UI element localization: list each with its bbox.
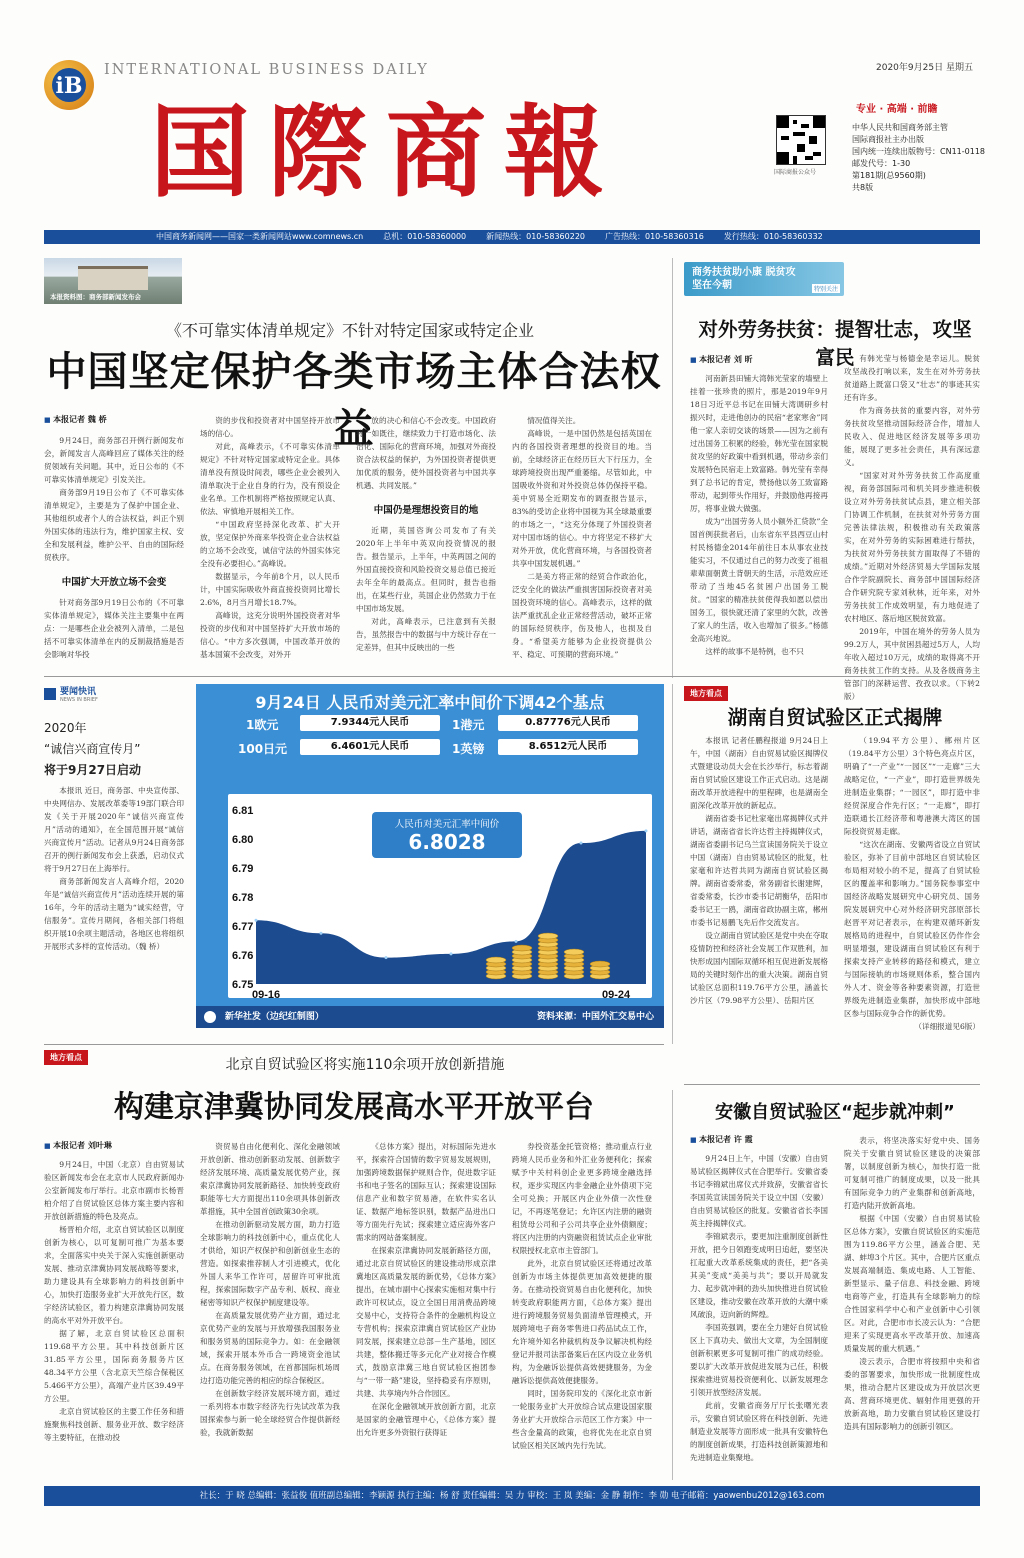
- anhui-col-2: 表示，将坚决落实好党中央、国务院关于安徽自贸试验区建设的决策部署，以制度创新为核心，加快打造一批可复制可推广的制度成果，以及一批具有国际竞争力的产业集群和创新高地，打造内陆开放新高地。 根据《中国（安徽）自由贸易试验区总体方案》，安徽自贸试验区的实施范围为119.86平方公里，涵盖合肥、芜湖、蚌埠3个片区。其中，合肥片区重点发展高端制造、集成电路、人工智能、新型显示、量子信息、科技金融、跨境电商等产业，打造具有全球影响力的综合性国家科学中心和产业创新中心引领区。对此，合肥市市长凌云认为：“合肥迎来了实现更高水平改革开放、加速高质量发展的重大机遇。” 凌云表示，合肥市将按照中央和省委的部署要求，加快形成一批制度性成果，推动合肥片区建设成为开放层次更高、营商环境更优、辐射作用更强的开放新高地，助力安徽自贸试验区建设打造具有国际影响力的创新引领区。: [844, 1136, 980, 1431]
- lead-photo: [44, 258, 182, 304]
- hunan-col-1: 本报讯 记者任鹏程报道 9月24日上午，中国（湖南）自由贸易试验区揭牌仪式暨建设动员大会在长沙举行，标志着湖南自贸试验区建设工作正式启动。这是湖南改革开放进程中的里程碑，也是湖南全面深化改革开放的新起点。 湖南省委书记杜家毫出席揭牌仪式并讲话，湖南省省长许达哲主持揭牌仪式，湖南省委副书记乌兰宣读国务院关于设立中国（湖南）自由贸易试验区的批复，杜家毫和许达哲共同为湖南自贸试验区揭牌。湖南省委常委，常务副省长谢建辉，省委常委，长沙市委书记胡衡华，岳阳市委书记王一鸥，湖南省政协副主席，郴州市委书记易鹏飞先后作交流发言。 设立湖南自贸试验区是党中央在夺取疫情防控和经济社会发展工作双胜利，加快形成国内国际双循环相互促进新发展格局的关键时刻作出的重大决策。湖南自贸试验区总面积119.76平方公里，涵盖长沙片区（79.98平方公里）、岳阳片区: [690, 736, 828, 1005]
- lead-col-3: 放的决心和信心不会改变。中国政府将一如既往，继续致力于打造市场化、法治化、国际化的营商环境，加强对外商投资合法权益的保护，为外国投资者提供更加优质的服务，使外国投资者与中国共享机遇、共同发展。” 中国仍是理想投资目的地 近期，英国咨询公司发布了有关2020年上半年中英双向投资情况的报告。报告显示，上半年，中英两国之间的外国直接投资和风险投资交易总值已接近去年全年的最高点。但同时，报告也指出，在某些行业，英国企业仍然致力于在中国市场发展。 对此，高峰表示，已注意到有关报告，虽然报告中的数据与中方统计存在一定差异，但其中反映出的一些: [356, 416, 496, 652]
- coin-icon: [590, 961, 610, 967]
- quick-news: 要闻快讯 NEWS IN BRIEF 2020年 “诚信兴商宣传月” 将于9月27日启动 本报讯 近日，商务部、中央宣传部、中央网信办、发展改革委等19部门联合印发《关于开展2020年“诚信兴商宣传月”活动的通知》，在全国范围开展“诚信兴商宣传月”活动。记者从9月24日商务部召开的例行新闻发布会上获悉，启动仪式将于9月27日在上海举行。 商务部新闻发言人高峰介绍，2020年是“诚信兴商宣传月”活动连续开展的第16年，今年的活动主题为“诚实经营，守信服务”。宣传月期间，各相关部门将组织开展10余项主题活动，各地区也将组织开展形式多样的宣传活动。（魏 桥）: [44, 687, 184, 951]
- rate-point: [385, 956, 388, 959]
- lead-kicker: 《不可靠实体清单规定》不针对特定国家或特定企业: [165, 321, 534, 340]
- footer-bar: [44, 1486, 980, 1506]
- poverty-headline: 对外劳务扶贫：提智壮志，攻坚富民: [698, 318, 972, 369]
- beijing-headline: 构建京津冀协同发展高水平开放平台: [114, 1090, 594, 1125]
- rate-point: [320, 932, 323, 935]
- masthead: [0, 0, 1024, 241]
- beijing-col-1: 9月24日，中国（北京）自由贸易试验区新闻发布会在北京市人民政府新闻办公室新闻发布厅举行。北京市副市长杨晋柏介绍了自贸试验区总体方案主要内容和开放创新措施的特色及亮点。 杨晋柏介绍，北京自贸试验区以制度创新为核心，以可复制可推广为基本要求，全面落实中央关于深入实施创新驱动发展、推动京津冀协同发展战略等要求，助力建设具有全球影响力的科技创新中心，加快打造服务业扩大开放先行区，数字经济试验区，着力构建京津冀协同发展的高水平对外开放平台。 据了解，北京自贸试验区总面积119.68平方公里。其中科技创新片区31.85平方公里，国际商务服务片区48.34平方公里（含北京天竺综合保税区5.466平方公里），高端产业片区39.49平方公里。 北京自贸试验区的主要工作任务和措施聚焦科技创新、服务业开放、数字经济等主要特征，在推动投: [44, 1160, 184, 1442]
- lead-subhead-2: 中国仍是理想投资目的地: [373, 505, 479, 516]
- chart-footer: 新华社发（边纪红制图） 资料来源：中国外汇交易中心: [196, 1006, 664, 1028]
- rate-point: [255, 919, 258, 922]
- coin-icon: [538, 933, 558, 939]
- callout: 人民币对美元汇率中间价 6.8028: [372, 812, 522, 858]
- y-tick-label: 6.81: [232, 805, 254, 817]
- rate-point: [645, 829, 648, 832]
- svg-text:iB: iB: [55, 73, 83, 99]
- poverty-col-1: 河南新县田铺大湾韩光莹家的墙壁上挂着一张珍贵的照片，那是2019年9月18日习近平总书记在田铺大湾调研乡村振兴时，走进他创办的民宿“老家寒舍”同他一家人亲切交谈的场景——因为之前有过出国务工积累的经验，韩光莹在国家脱贫攻坚的好政策中看到机遇，带动乡亲们发展特色民宿走上致富路。韩光莹有幸得到了总书记的肯定，赞扬他以务工致富路带动，起到带头作用好，并鼓励他再接再厉，将事业做大做强。 成为“出国劳务人员小额外汇贷款”全国首例获批者后，山东省东平县西豆山村村民杨德金2014年前往日本从事农业技能实习，不仅通过自己的努力改变了祖祖辈辈面朝黄土背朝天的生活，示范效应还带动了当地45名贫困户出国务工脱贫。“国家的精准扶贫使得我如愿以偿出国务工，很快就还清了家里的欠款，改善了家人的生活，收入也增加了很多。”杨德金高兴地说。 这样的故事不是特例，也不只: [690, 374, 828, 656]
- anhui-byline: ■ 本报记者 许 霞: [690, 1134, 753, 1145]
- poverty-col-2: 有韩光莹与杨德金是幸运儿。脱贫攻坚战役打响以来，发生在对外劳务扶贫道路上既富口袋又“壮志”的事迹其实还有许多。 作为商务扶贫的重要内容，对外劳务扶贫攻坚推动国际经济合作，增加人民收入、促进地区经济发展等多项功能，展现了更多社会责任，具有深远意义。 “国家对对外劳务扶贫工作高度重视，商务部国际司和机关同步推进积极设立对外劳务扶贫试点县，建立相关部门协调工作机制，在扶贫对外劳务方面完善法律法规，积极推动有关政策落实，在对外劳务的实际困难进行帮扶，为扶贫对外劳务扶贫方面取得了不错的成绩。”近期对外经济贸易大学国际发展合作学院副院长、商务部中国国际经济合作研究院专家刘秋林，近年来，对外劳务扶贫工作成效明显，有力地促进了农村地区、落后地区脱贫致富。 2019年，中国在境外的劳务人员为99.2万人，其中贫困县超过5万人，人均年收入超过10万元，成绩的取得离不开商务扶贫工作的支持。从及各级商务主管部门的深耕运营、孜孜以求。（下转2版）: [844, 354, 980, 701]
- lead-col-1: 9月24日，商务部召开例行新闻发布会，新闻发言人高峰回应了媒体关注的经贸领域有关问题。其中，近日公布的《不可靠实体清单规定》引发关注。 商务部9月19日公布了《不可靠实体清单规定》，主要是为了保护中国企业、其他组织或者个人的合法权益，纠正个别外国实体的违法行为，维护国家主权、安全和发展利益，维护公平、自由的国际经贸秩序。 中国扩大开放立场不会变 针对商务部9月19日公布的《不可靠实体清单规定》，媒体关注主要集中在两点：一是哪些企业会被列入清单，二是包括不可靠实体清单在内的反制裁措施是否会影响对华投: [44, 436, 184, 659]
- quick-headline: 将于9月27日启动: [44, 763, 142, 777]
- masthead-title: 国際商報: [150, 93, 622, 211]
- beijing-tag: 地方看点: [44, 1050, 88, 1065]
- lead-subhead-1: 中国扩大开放立场不会变: [61, 577, 167, 588]
- lead-headline: 中国坚定保护各类市场主体合法权益: [46, 349, 662, 452]
- rate-point: [515, 940, 518, 943]
- anhui-headline: 安徽自贸试验区“起步就冲刺”: [715, 1102, 955, 1123]
- rate-point: [450, 952, 453, 955]
- slogan: 专业 · 高端 · 前瞻: [856, 104, 938, 115]
- coin-icon: [564, 949, 584, 955]
- series-tag: 特别关注: [813, 286, 838, 293]
- qr-caption: 国际商报公众号: [774, 169, 817, 176]
- hunan-tag: 地方看点: [684, 686, 728, 701]
- beijing-col-2: 资贸易自由化便利化、深化金融领域开放创新、推动创新驱动发展、创新数字经济发展环境、高质量发展优势产业，探索京津冀协同发展新路径、加快转变政府职能等七大方面提出110余项具体创新改革措施，其中全国首创政策30余项。 在推动创新驱动发展方面，助力打造全球影响力的科技创新中心，重点优化人才供给，知识产权保护和创新创业生态的营造。如探索推荐制人才引进模式，优化外国人来华工作许可，居留许可审批流程，探索国际数字产品专利、版权、商业秘密等知识产权保护制度建设等。 在高质量发展优势产业方面，通过北京优势产业的发展与开放增强我国服务业和服务贸易的国际竞争力。如：在金融领域，探索开展本外币合一跨境资金池试点。在商务服务领域，在首都国际机场周边打造功能完善的相应的综合保税区。 在创新数字经济发展环境方面，通过一系列将本市数字经济先行先试改革为我国探索参与新一轮全球经贸合作提供新经验，我就新数据: [200, 1142, 340, 1437]
- xinhua-icon: [204, 1011, 216, 1023]
- coin-icon: [486, 957, 506, 963]
- staff-line: 社长：于 晓 总编辑：张益俊 值班副总编辑：李颖源 执行主编：杨 舒 责任编辑：吴 力 审校：王 岚 美编：金 静 制作：李 勋 电子邮箱：yaowenbu2012@163.com: [199, 1491, 825, 1501]
- photo-caption: 本报资料图：商务部新闻发布会: [50, 293, 141, 301]
- x-tick-label: 09-16: [252, 989, 281, 1001]
- site-link[interactable]: 中国商务新闻网——国家一类新闻网站www.comnews.cn: [156, 232, 364, 241]
- poverty-byline: ■ 本报记者 刘 昕: [690, 354, 753, 365]
- news-icon: [44, 688, 56, 700]
- y-tick-label: 6.78: [232, 892, 254, 904]
- y-tick-label: 6.77: [232, 921, 254, 933]
- y-tick-label: 6.75: [232, 979, 254, 991]
- lead-col-2: 资的步伐和投资者对中国坚持开放市场的信心。 对此，高峰表示，《不可靠实体清单规定》不针对特定国家或特定企业。具体清单没有预设时间表，哪些企业会被列入清单取决于企业自身的行为，没有预设企业名单。工作机制将严格按照规定认真、依法、审慎地开展相关工作。 “中国政府坚持深化改革、扩大开放，坚定保护外商来华投资企业合法权益的立场不会改变，诚信守法的外国实体完全没有必要担心。”高峰说。 数据显示，今年前8个月，以人民币计，中国实际吸收外商直接投资同比增长2.6%，8月当月增长18.7%。 高峰说，这充分说明外国投资者对华投资的步伐和对中国坚持扩大开放市场的信心。“中方多次强调，中国改革开放的基本国策不会改变，对外开: [200, 416, 340, 659]
- rmb-chart: [196, 684, 664, 1028]
- info-bar: 中国商务新闻网——国家一类新闻网站www.comnews.cn 总机：010-58360000 新闻热线：010-58360220 广告热线：010-58360316 发行热线：010-58360332: [44, 230, 980, 244]
- hunan-col-2: （19.94平方公里）、郴州片区（19.84平方公里）3个特色亮点片区，明确了“一产业”“一园区”“一走廊”三大战略定位，“一产业”，即打造世界级先进制造业集群；“一园区”，即打造中非经贸深度合作先行区；“一走廊”，即打造联通长江经济带和粤港澳大湾区的国际投资贸易走廊。 “这次在湖南、安徽两省设立自贸试验区，弥补了目前中部地区自贸试验区布局相对较小的不足，提高了自贸试验区的覆盖率和影响力。”国务院参事室中国经济战略发展研究中心研究员、国务院发展研究中心对外经济研究部原部长赵晋平对记者表示，在构建双循环新发展格局的进程中，自贸试验区仍作作会明显增强，建设湖南自贸试验区有利于探索支持产业转移的路径和模式，建立与国际接轨的市场规则体系，整合国内外人才、资金等各种要素资源，打造世界级先进制造业集群，加快形成中部地区参与国际竞争合作的新优势。 （详细报道见6版）: [844, 736, 980, 1031]
- hunan-headline: 湖南自贸试验区正式揭牌: [727, 706, 943, 729]
- poverty-banner: 商务扶贫助小康 脱贫攻坚在今朝 特别关注: [684, 262, 844, 296]
- rate-box: 1欧元 7.9344元人民币 1港元 0.87776元人民币 100日元 6.4601元人民币 1英镑 8.6512元人民币: [234, 712, 644, 768]
- rate-point: [580, 842, 583, 845]
- english-title: INTERNATIONAL BUSINESS DAILY: [104, 62, 429, 78]
- x-tick-label: 09-24: [602, 989, 631, 1001]
- beijing-col-4: 券投资基金托管资格；推动重点行业跨境人民币业务和外汇业务便利化；探索赋予中关村科创企业更多跨境金融选择权，逐步实现区内非金融企业外债项下完全可兑换；开展区内企业外债一次性登记，不再逐笔登记；允许区内注册的融资租赁母公司和子公司共享企业外债额度；将区内注册的内资融资租赁试点企业审批权限授权北京市主管部门。 此外，北京自贸试验区还将通过改革创新为市场主体提供更加高效便捷的服务。在推动投资贸易自由化便利化，加快转变政府职能两方面，《总体方案》提出进行跨境服务贸易负面清单管理模式，开展跨境电子商务零售进口药品试点工作，允许境外知名仲裁机构及争议解决机构经登记并报司法部备案后在区内设立业务机构，为金融诉讼提供高效便捷服务，为金融诉讼提供高效便捷服务。 同时，国务院印发的《深化北京市新一轮服务业扩大开放综合试点建设国家服务业扩大开放综合示范区工作方案》中一些含金量高的政策，也将优先在北京自贸试验区相关区域内先行先试。: [512, 1142, 652, 1450]
- date-line: 2020年9月25日 星期五: [876, 63, 973, 73]
- coin-icon: [512, 945, 532, 951]
- y-tick-label: 6.79: [232, 863, 254, 875]
- lead-byline: ■ 本报记者 魏 桥: [44, 414, 107, 425]
- chart-title: 9月24日 人民币对美元汇率中间价下调42个基点: [255, 693, 605, 712]
- anhui-col-1: 9月24日上午，中国（安徽）自由贸易试验区揭牌仪式在合肥举行。安徽省委书记李锦斌出席仪式并致辞，安徽省省长李国英宣读国务院关于设立中国（安徽）自由贸易试验区的批复。安徽省省长李国英主持揭牌仪式。 李锦斌表示，要更加注重制度创新性开放，把今日领跑变成明日追赶，要坚决扛起重大改革系统集成的责任，把“各美其美”变成“美美与共”；要以开局就发力、起步就冲刺的劲头加快推进自贸试验区建设，推动安徽在改革开放的大潮中乘风破浪，迈向新的辉煌。 李国英强调，要在全力建好自贸试验区上下真功夫、做出大文章，为全国制度创新积累更多可复制可推广的成功经验。要以扩大改革开放促进发展为己任，积极探索推进贸易投资便利化、以新发展理念引领开放型经济发展。 此前，安徽省商务厅厅长张曙光表示，安徽自贸试验区将在科技创新、先进制造业发展等方面形成一批具有安徽特色的制度创新成果，打造科技创新策源地和先进制造业集聚地。: [690, 1154, 828, 1462]
- beijing-kicker: 北京自贸试验区将实施110余项开放创新措施: [225, 1057, 505, 1073]
- y-tick-label: 6.76: [232, 950, 254, 962]
- qr-code: [776, 115, 826, 165]
- beijing-byline: ■ 本报记者 刘叶琳: [44, 1140, 112, 1151]
- logo-icon: [44, 60, 94, 110]
- y-tick-label: 6.80: [232, 834, 254, 846]
- beijing-col-3: 《总体方案》提出，对标国际先进水平，探索符合国情的数字贸易发展规则，加强跨境数据保护规则合作，促进数字证书和电子签名的国际互认；探索建设国际信息产业和数字贸易港，在软件实名认证、数据产地标签识别，数据产品进出口等方面先行先试；探索建立适应海外客户需求的网站备案制度。 在探索京津冀协同发展新路径方面，通过北京自贸试验区的建设推动形成京津冀地区高质量发展的新优势，《总体方案》提出，在城市副中心探索实施相对集中行政许可权试点，设立全国日用消费品跨境交易中心，支持符合条件的金融机构设立专营机构；探索京津冀自贸试验区产业协同发展，探索建立总部－生产基地，园区共建，整体搬迁等多元化产业对接合作模式，鼓励京津冀三地自贸试验区抱团参与“一带一路”建设，坚持稳妥有序原则，共建、共享境内外合作园区。 在深化金融领域开放创新方面，北京是国家的金融管理中心，《总体方案》提出允许更多外资银行获得证: [356, 1142, 496, 1437]
- lead-col-4: 情况值得关注。 高峰说，一是中国仍然是包括英国在内的各国投资者理想的投资目的地。当前，全球经济正在经历巨大下行压力，全球跨境投资出现严重萎缩。尽管如此，中国吸收外资和对外投资总体仍保持平稳。美中贸易全近期发布的调查报告显示，83%的受访企业将中国视为其全球最重要的市场之一，“这充分体现了外国投资者对中国市场的信心。中方将坚定不移扩大对外开放，优化营商环境，与各国投资者共享中国发展机遇。” 二是美方将正常的经贸合作政治化，泛安全化的做法严重损害国际投资者对美国投资环境的信心。高峰表示，这样的做法严重扰乱企业正常经营活动，破坏正常的国际经贸秩序，伤及他人，也损及自身。“希望美方能够为企业投资提供公平、稳定、可预期的营商环境。”: [512, 416, 652, 659]
- publisher-info: 中华人民共和国商务部主管 国际商报社主办出版 国内统一连续出版物号：CN11-0118 邮发代号：1-30 第181期(总9560期) 共8版: [852, 123, 985, 192]
